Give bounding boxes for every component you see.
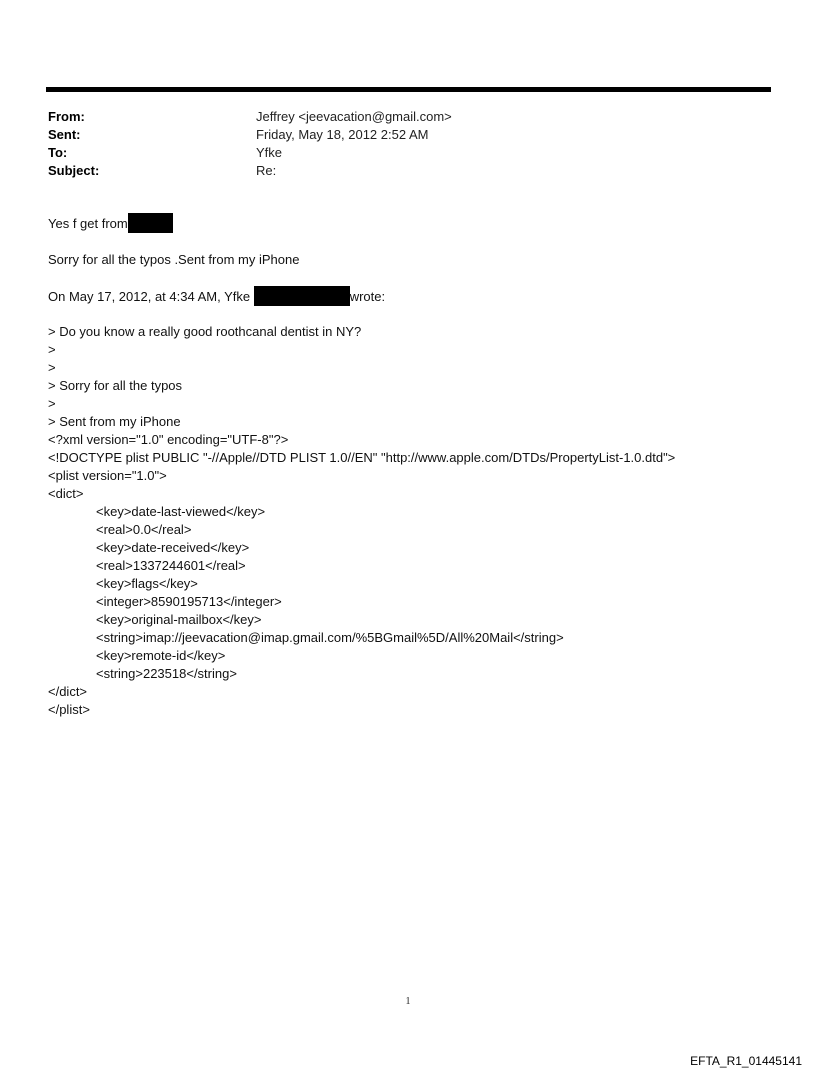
plist-dict-line: <key>remote-id</key> [96,648,226,663]
subject-row [48,162,768,180]
plist-dict-line: <integer>8590195713</integer> [96,594,282,609]
plist-line: </dict> [48,684,88,699]
page-number: 1 [405,996,411,1007]
subject-label: Subject: [48,163,100,178]
redaction-box [254,286,350,306]
redaction-box [128,213,173,233]
plist-dict-line: <key>original-mailbox</key> [96,612,262,627]
plist-dict-line: <real>0.0</real> [96,522,192,537]
document-id: EFTA_R1_01445141 [690,1054,802,1068]
plist-line: <plist version="1.0"> [48,468,167,483]
from-row [48,108,768,126]
plist-line: </plist> [48,702,90,717]
quoted-line: > [48,342,56,357]
reply-text: Yes f get from [48,216,128,231]
to-value: Yfke [256,145,283,160]
sent-row [48,126,768,144]
to-label: To: [48,145,68,160]
email-header [48,108,768,180]
plist-line: <?xml version="1.0" encoding="UTF-8"?> [48,432,289,447]
plist-block [48,431,778,719]
plist-dict-line: <key>date-received</key> [96,540,250,555]
plist-dict-line: <string>imap://jeevacation@imap.gmail.com/%5BGmail%5D/All%20Mail</string> [96,630,564,645]
quoted-line: > Sent from my iPhone [48,414,181,429]
quoted-message [48,323,778,431]
from-label: From: [48,109,85,124]
plist-dict-line: <real>1337244601</real> [96,558,246,573]
plist-line: <!DOCTYPE plist PUBLIC "-//Apple//DTD PLIST 1.0//EN" "http://www.apple.com/DTDs/PropertyList-1.0.dtd"> [48,450,676,465]
quoted-line: > [48,396,56,411]
quote-intro [48,286,778,307]
plist-dict-line: <key>flags</key> [96,576,198,591]
plist-dict-line: <string>223518</string> [96,666,237,681]
reply-line [48,213,778,234]
sent-label: Sent: [48,127,81,142]
sent-value: Friday, May 18, 2012 2:52 AM [256,127,429,142]
plist-line: <dict> [48,486,84,501]
to-row [48,144,768,162]
email-body [48,213,778,719]
from-value: Jeffrey <jeevacation@gmail.com> [256,109,452,124]
quote-intro-wrote: wrote: [349,289,386,304]
quote-intro-text: On May 17, 2012, at 4:34 AM, Yfke [48,289,254,304]
quoted-line: > Sorry for all the typos [48,378,183,393]
plist-dict-line: <key>date-last-viewed</key> [96,504,266,519]
quoted-line: > Do you know a really good roothcanal dentist in NY? [48,324,362,339]
subject-value: Re: [256,163,277,178]
quoted-line: > [48,360,56,375]
signature-line: Sorry for all the typos .Sent from my iPhone [48,252,300,267]
header-rule [46,87,771,92]
